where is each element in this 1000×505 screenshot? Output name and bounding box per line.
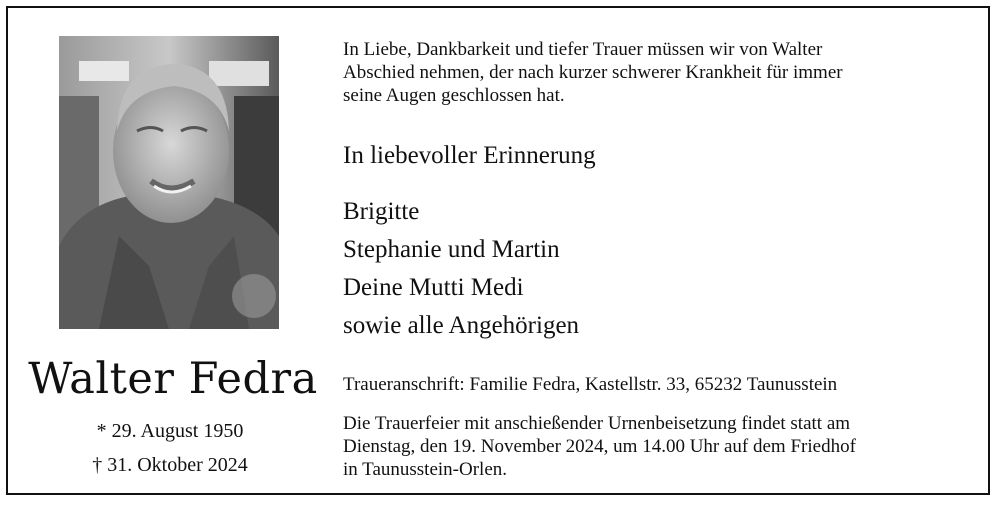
family-member: Stephanie und Martin bbox=[343, 236, 560, 263]
deceased-name: Walter Fedra bbox=[28, 354, 318, 404]
family-list bbox=[343, 193, 579, 345]
birth-date: * 29. August 1950 bbox=[96, 420, 244, 442]
ceremony-line: in Taunusstein-Orlen. bbox=[343, 459, 508, 480]
intro-line: seine Augen geschlossen hat. bbox=[343, 85, 565, 106]
family-member: Brigitte bbox=[343, 198, 420, 225]
intro-line: Abschied nehmen, der nach kurzer schwerer Krankheit für immer bbox=[343, 62, 843, 83]
intro-paragraph bbox=[343, 38, 943, 107]
family-member: Deine Mutti Medi bbox=[343, 274, 524, 301]
portrait-photo bbox=[59, 36, 279, 329]
death-date: † 31. Oktober 2024 bbox=[92, 454, 248, 476]
ceremony-line: Die Trauerfeier mit anschießender Urnenbeisetzung findet statt am bbox=[343, 413, 851, 434]
ceremony-info bbox=[343, 412, 943, 481]
memory-heading: In liebevoller Erinnerung bbox=[343, 142, 596, 169]
ceremony-line: Dienstag, den 19. November 2024, um 14.00 Uhr auf dem Friedhof bbox=[343, 436, 856, 457]
mourning-address: Traueranschrift: Familie Fedra, Kastellstr. 33, 65232 Taunusstein bbox=[343, 374, 838, 395]
family-member: sowie alle Angehörigen bbox=[343, 312, 580, 339]
intro-line: In Liebe, Dankbarkeit und tiefer Trauer müssen wir von Walter bbox=[343, 39, 823, 60]
